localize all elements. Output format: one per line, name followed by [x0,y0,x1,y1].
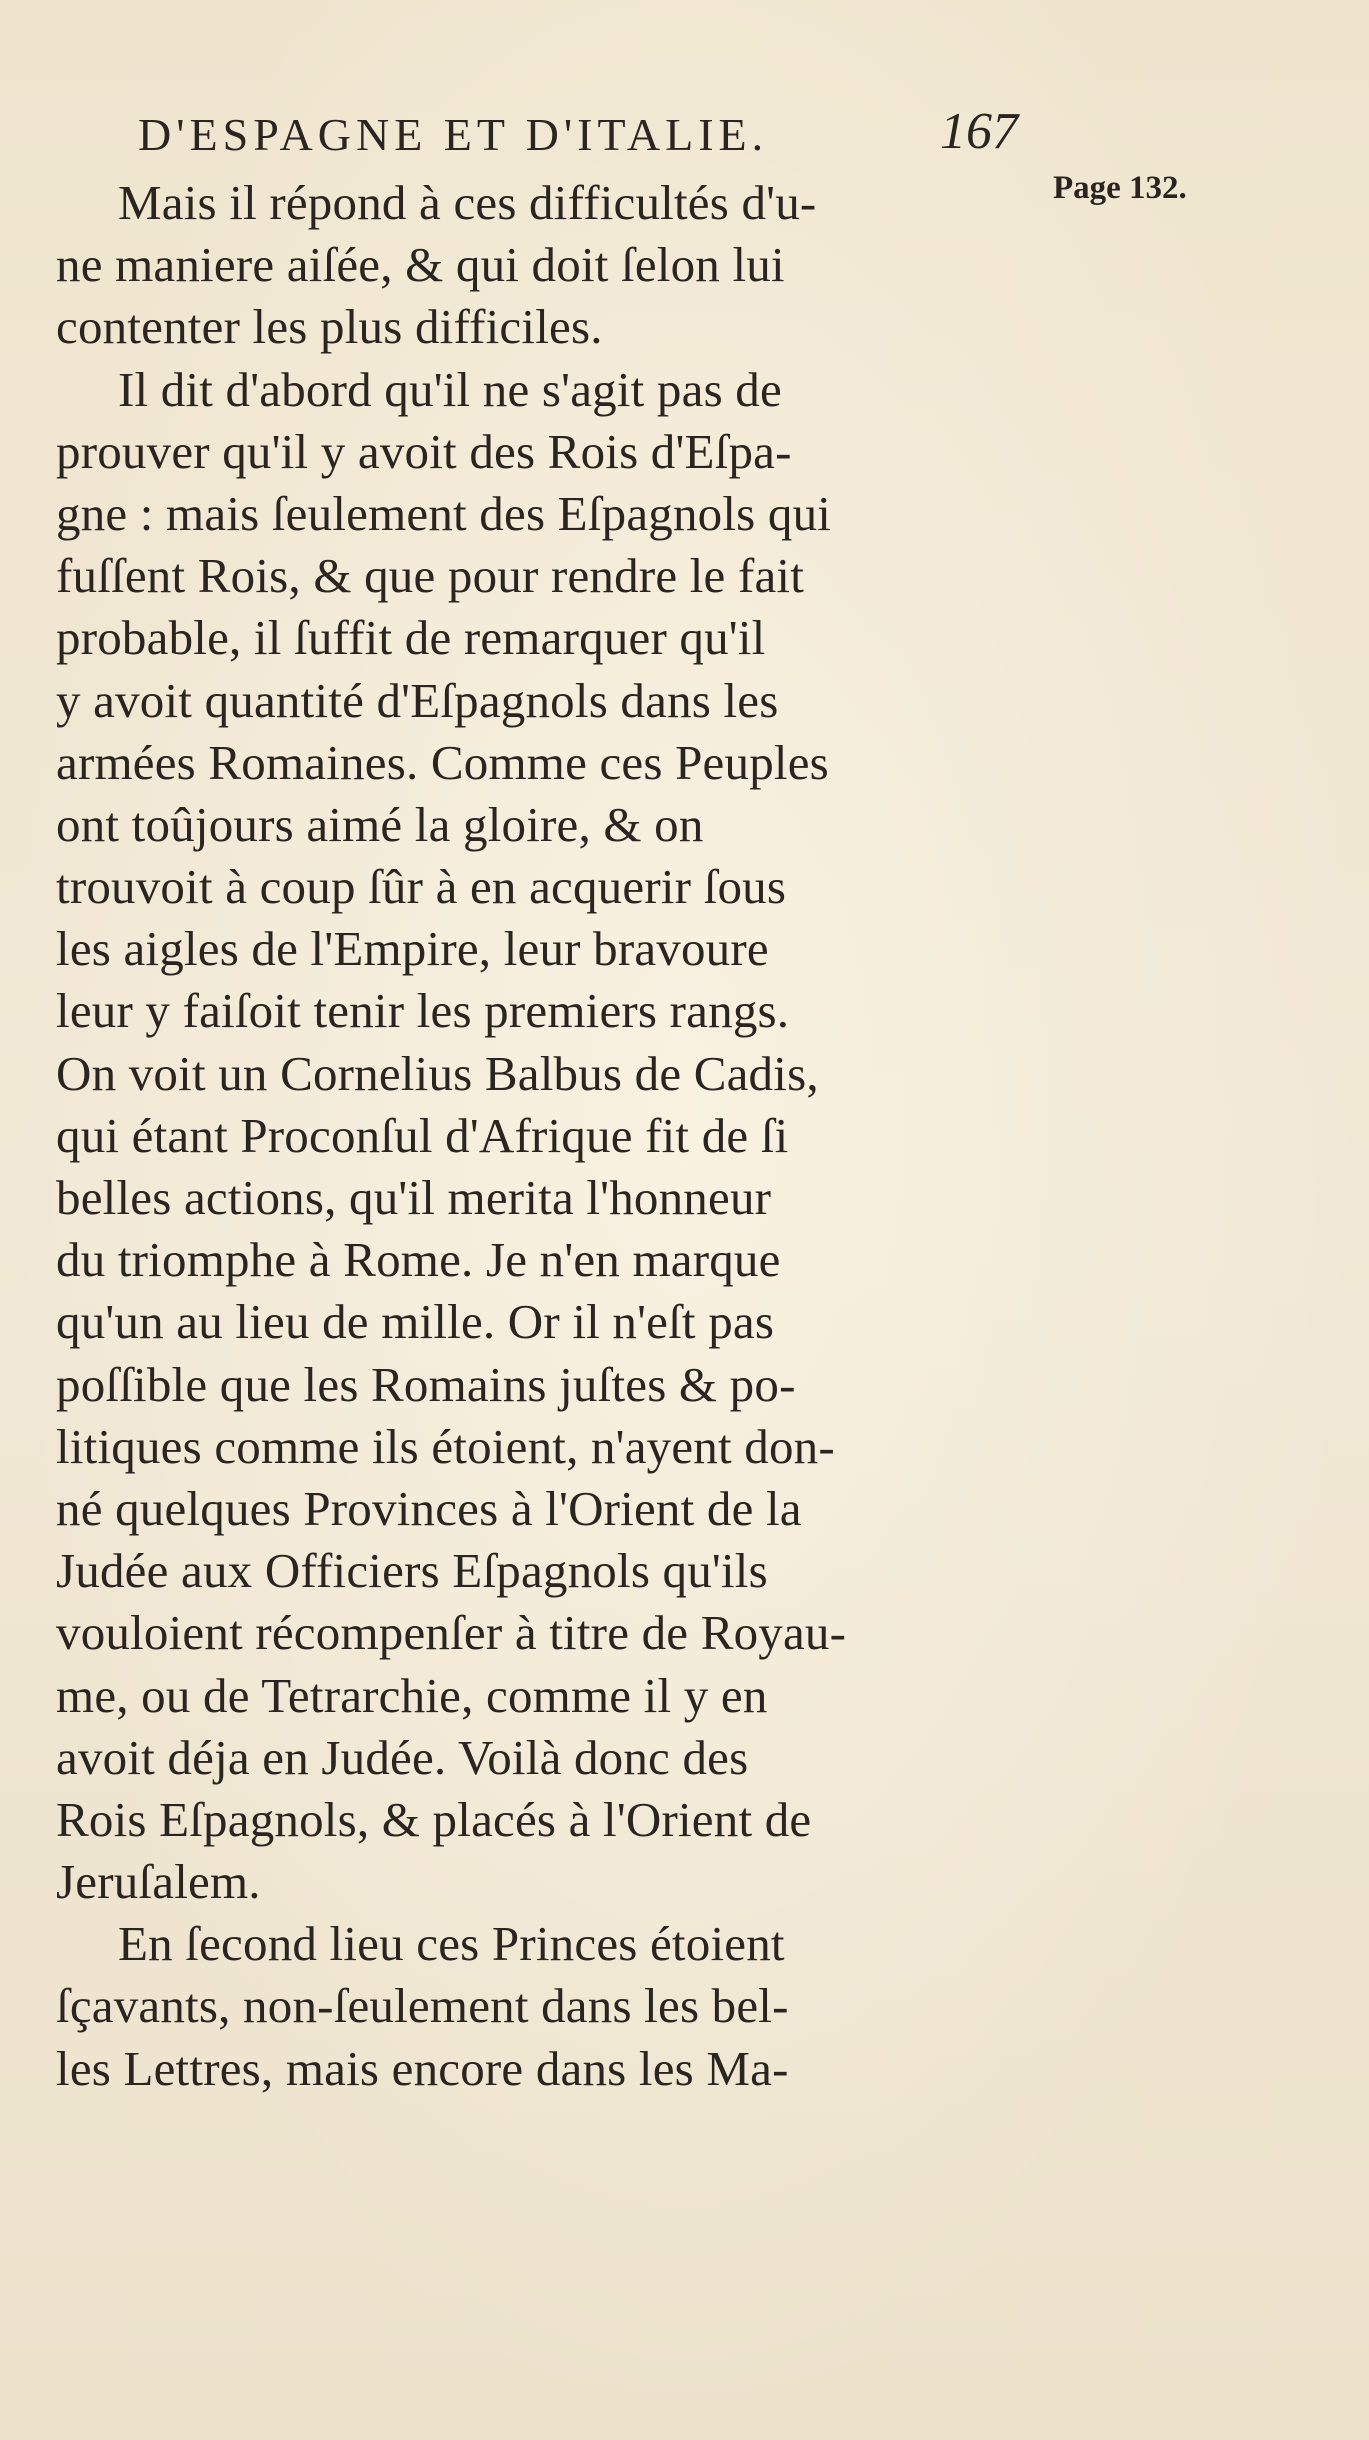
text-line: les Lettres, mais encore dans les Ma- [56,2040,789,2096]
text-line: ont toûjours aimé la gloire, & on [56,796,704,852]
text-line: contenter les plus difficiles. [56,299,603,355]
text-line: né quelques Provinces à l'Orient de la [56,1480,802,1536]
text-line: Jeruſalem. [56,1854,261,1910]
text-line: probable, il ſuffit de remarquer qu'il [56,610,766,666]
text-line: fuſſent Rois, & que pour rendre le fait [56,548,805,604]
text-line: litiques comme ils étoient, n'ayent don- [56,1418,835,1474]
page-header [138,103,1018,168]
text-line: y avoit quantité d'Eſpagnols dans les [56,672,779,728]
text-line: gne : mais ſeulement des Eſpagnols qui [56,485,832,541]
text-line: prouver qu'il y avoit des Rois d'Eſpa- [56,423,792,479]
running-head: D'ESPAGNE ET D'ITALIE. [138,109,769,160]
text-line: qu'un au lieu de mille. Or il n'eſt pas [56,1294,775,1350]
text-line: me, ou de Tetrarchie, comme il y en [56,1667,768,1723]
page-number: 167 [940,103,1018,160]
text-line: poſſible que les Romains juſtes & po- [56,1356,796,1412]
text-line: ſçavants, non-ſeulement dans les bel- [56,1978,789,2034]
text-line: Rois Eſpagnols, & placés à l'Orient de [56,1791,812,1847]
text-line: Mais il répond à ces difficultés d'u- [118,175,817,230]
text-line: belles actions, qu'il merita l'honneur [56,1170,772,1225]
text-line: les aigles de l'Empire, leur bravoure [56,921,769,977]
text-line: qui étant Proconſul d'Afrique fit de ſi [56,1107,789,1163]
text-line: Judée aux Officiers Eſpagnols qu'ils [56,1543,768,1599]
text-line: On voit un Cornelius Balbus de Cadis, [56,1045,819,1101]
text-line: du triomphe à Rome. Je n'en marque [56,1232,781,1288]
text-line: Il dit d'abord qu'il ne s'agit pas de [118,361,782,417]
text-line: avoit déja en Judée. Voilà donc des [56,1729,749,1785]
text-line: leur y faiſoit tenir les premiers rangs. [56,983,790,1039]
body-text [56,172,1056,2100]
text-line: En ſecond lieu ces Princes étoient [118,1916,785,1972]
text-line: vouloient récompenſer à titre de Royau- [56,1605,847,1661]
text-line: armées Romaines. Comme ces Peuples [56,734,829,790]
margin-note: Page 132. [1053,170,1187,206]
text-line: trouvoit à coup ſûr à en acquerir ſous [56,859,787,915]
text-line: ne maniere aiſée, & qui doit ſelon lui [56,237,785,293]
